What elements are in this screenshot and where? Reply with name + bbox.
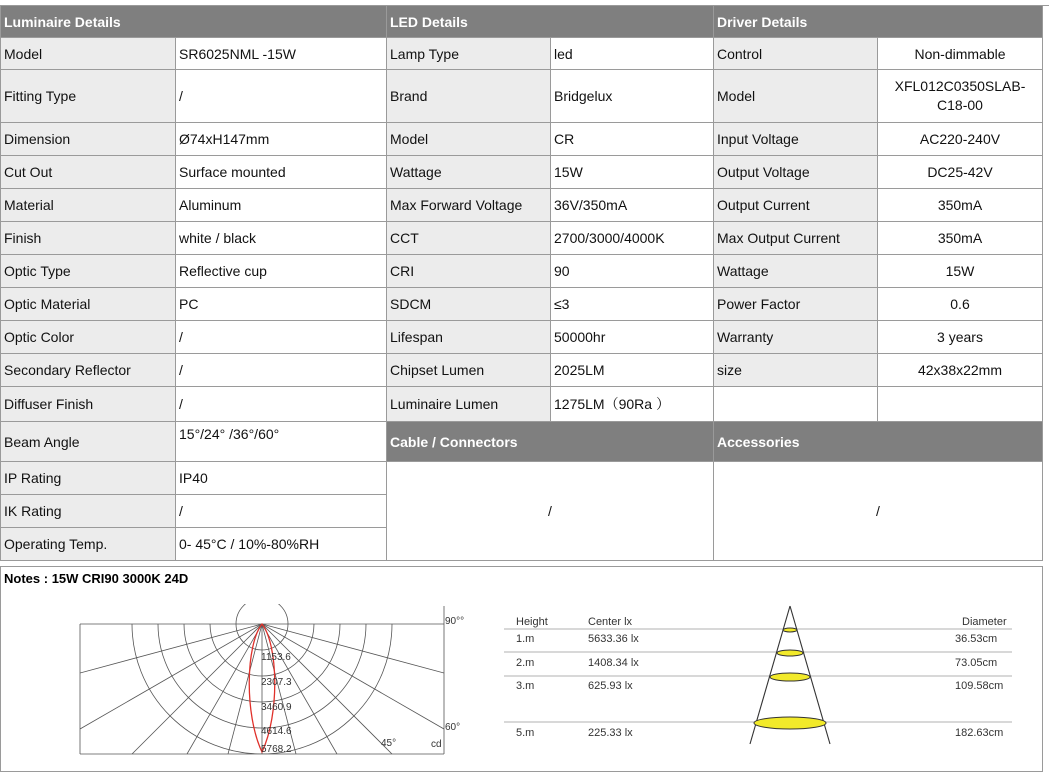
drv-label-warranty: Warranty <box>714 321 878 354</box>
polar-top-arc <box>236 604 288 624</box>
polar-ring-label: 5768.2 <box>261 744 292 755</box>
lum-label-material: Material <box>1 189 176 222</box>
polar-ray <box>132 624 262 754</box>
led-value-wattage: 15W <box>551 156 714 189</box>
lum-label-optic-color: Optic Color <box>1 321 176 354</box>
lum-value-optic-color: / <box>176 321 387 354</box>
cone-spot <box>770 673 810 681</box>
drv-value-input-voltage: AC220-240V <box>878 123 1043 156</box>
cone-row-height: 1.m <box>516 633 535 645</box>
led-label-lifespan: Lifespan <box>387 321 551 354</box>
lum-value-cut-out: Surface mounted <box>176 156 387 189</box>
polar-ring-label: 2307.3 <box>261 677 292 688</box>
drv-value-model: XFL012C0350SLAB-C18-00 <box>878 70 1043 123</box>
led-label-luminaire-lumen: Luminaire Lumen <box>387 387 551 422</box>
drv-label-input-voltage: Input Voltage <box>714 123 878 156</box>
drv-label-size: size <box>714 354 878 387</box>
cone-row-center: 225.33 lx <box>588 727 633 739</box>
polar-ring-label: 1153.6 <box>261 652 291 663</box>
lum-value-secondary-reflector: / <box>176 354 387 387</box>
led-value-brand: Bridgelux <box>551 70 714 123</box>
cone-row-center: 5633.36 lx <box>588 633 639 645</box>
empty-cell <box>878 387 1043 422</box>
polar-ray <box>187 624 262 754</box>
cable-header: Cable / Connectors <box>387 422 714 462</box>
empty-cell <box>714 387 878 422</box>
drv-label-max-output-current: Max Output Current <box>714 222 878 255</box>
led-value-sdcm: ≤3 <box>551 288 714 321</box>
lum-value-beam-angle: 15°/24° /36°/60° <box>176 422 387 462</box>
drv-label-power-factor: Power Factor <box>714 288 878 321</box>
notes-line <box>4 571 188 586</box>
drv-value-wattage: 15W <box>878 255 1043 288</box>
accessories-value: / <box>714 462 1043 561</box>
drv-value-output-voltage: DC25-42V <box>878 156 1043 189</box>
led-value-chipset-lumen: 2025LM <box>551 354 714 387</box>
lum-value-ip-rating: IP40 <box>176 462 387 495</box>
polar-ray <box>80 624 262 673</box>
cone-row-center: 625.93 lx <box>588 680 633 692</box>
spec-table <box>0 5 1043 561</box>
lum-label-ik-rating: IK Rating <box>1 495 176 528</box>
cone-row-height: 5.m <box>516 727 535 739</box>
drv-label-output-current: Output Current <box>714 189 878 222</box>
cone-spot <box>754 717 826 729</box>
lum-label-model: Model <box>1 38 176 70</box>
notes-label: Notes : <box>4 571 49 586</box>
cone-header-diameter: Diameter <box>962 616 1007 628</box>
drv-value-size: 42x38x22mm <box>878 354 1043 387</box>
lum-label-diffuser-finish: Diffuser Finish <box>1 387 176 422</box>
lum-value-optic-type: Reflective cup <box>176 255 387 288</box>
drv-value-power-factor: 0.6 <box>878 288 1043 321</box>
lum-value-ik-rating: / <box>176 495 387 528</box>
lum-value-dimension: Ø74xH147mm <box>176 123 387 156</box>
drv-label-output-voltage: Output Voltage <box>714 156 878 189</box>
cone-row-height: 2.m <box>516 657 535 669</box>
led-value-max-forward-voltage: 36V/350mA <box>551 189 714 222</box>
polar-angle-60: 60° <box>445 722 461 733</box>
lum-label-ip-rating: IP Rating <box>1 462 176 495</box>
lum-value-diffuser-finish: / <box>176 387 387 422</box>
polar-ray <box>80 624 262 729</box>
lum-value-model: SR6025NML -15W <box>176 38 387 70</box>
cone-diagram <box>500 604 1016 746</box>
cable-value: / <box>387 462 714 561</box>
cone-row-center: 1408.34 lx <box>588 657 639 669</box>
led-value-model: CR <box>551 123 714 156</box>
lum-value-operating-temp: 0- 45°C / 10%-80%RH <box>176 528 387 561</box>
led-label-cct: CCT <box>387 222 551 255</box>
led-header: LED Details <box>387 6 714 38</box>
led-value-luminaire-lumen: 1275LM（90Ra ） <box>551 387 714 422</box>
lum-label-finish: Finish <box>1 222 176 255</box>
cone-row-height: 3.m <box>516 680 535 692</box>
led-value-cri: 90 <box>551 255 714 288</box>
cone-row-diameter: 109.58cm <box>955 680 1004 692</box>
polar-diagram <box>78 604 474 756</box>
cone-row-diameter: 36.53cm <box>955 633 998 645</box>
cone-spot <box>777 650 803 656</box>
drv-value-max-output-current: 350mA <box>878 222 1043 255</box>
lum-label-operating-temp: Operating Temp. <box>1 528 176 561</box>
led-value-cct: 2700/3000/4000K <box>551 222 714 255</box>
drv-value-warranty: 3 years <box>878 321 1043 354</box>
led-label-lamp-type: Lamp Type <box>387 38 551 70</box>
polar-ring-label: 4614.6 <box>261 726 292 737</box>
led-value-lifespan: 50000hr <box>551 321 714 354</box>
led-label-model: Model <box>387 123 551 156</box>
cone-row-diameter: 73.05cm <box>955 657 998 669</box>
cone-header-height: Height <box>516 616 548 628</box>
led-label-brand: Brand <box>387 70 551 123</box>
led-label-wattage: Wattage <box>387 156 551 189</box>
led-label-cri: CRI <box>387 255 551 288</box>
lum-label-secondary-reflector: Secondary Reflector <box>1 354 176 387</box>
driver-header: Driver Details <box>714 6 1043 38</box>
lum-value-optic-material: PC <box>176 288 387 321</box>
lum-label-optic-material: Optic Material <box>1 288 176 321</box>
drv-label-model: Model <box>714 70 878 123</box>
polar-ray <box>262 624 444 673</box>
notes-text: 15W CRI90 3000K 24D <box>51 571 189 586</box>
polar-ring-label: 3460.9 <box>261 702 292 713</box>
led-label-sdcm: SDCM <box>387 288 551 321</box>
accessories-header: Accessories <box>714 422 1043 462</box>
lum-label-dimension: Dimension <box>1 123 176 156</box>
lum-value-finish: white / black <box>176 222 387 255</box>
led-label-max-forward-voltage: Max Forward Voltage <box>387 189 551 222</box>
lum-label-beam-angle: Beam Angle <box>1 422 176 462</box>
polar-angle-45: 45° <box>381 738 397 749</box>
lum-label-optic-type: Optic Type <box>1 255 176 288</box>
luminaire-header: Luminaire Details <box>1 6 387 38</box>
polar-angle-90: 90°° <box>445 616 465 627</box>
polar-unit: cd <box>431 739 442 750</box>
cone-header-center: Center lx <box>588 616 633 628</box>
drv-label-wattage: Wattage <box>714 255 878 288</box>
drv-label-control: Control <box>714 38 878 70</box>
lum-value-material: Aluminum <box>176 189 387 222</box>
lum-label-cut-out: Cut Out <box>1 156 176 189</box>
drv-value-output-current: 350mA <box>878 189 1043 222</box>
led-label-chipset-lumen: Chipset Lumen <box>387 354 551 387</box>
led-value-lamp-type: led <box>551 38 714 70</box>
drv-value-control: Non-dimmable <box>878 38 1043 70</box>
lum-label-fitting-type: Fitting Type <box>1 70 176 123</box>
cone-spot <box>783 628 797 632</box>
cone-row-diameter: 182.63cm <box>955 727 1004 739</box>
lum-value-fitting-type: / <box>176 70 387 123</box>
